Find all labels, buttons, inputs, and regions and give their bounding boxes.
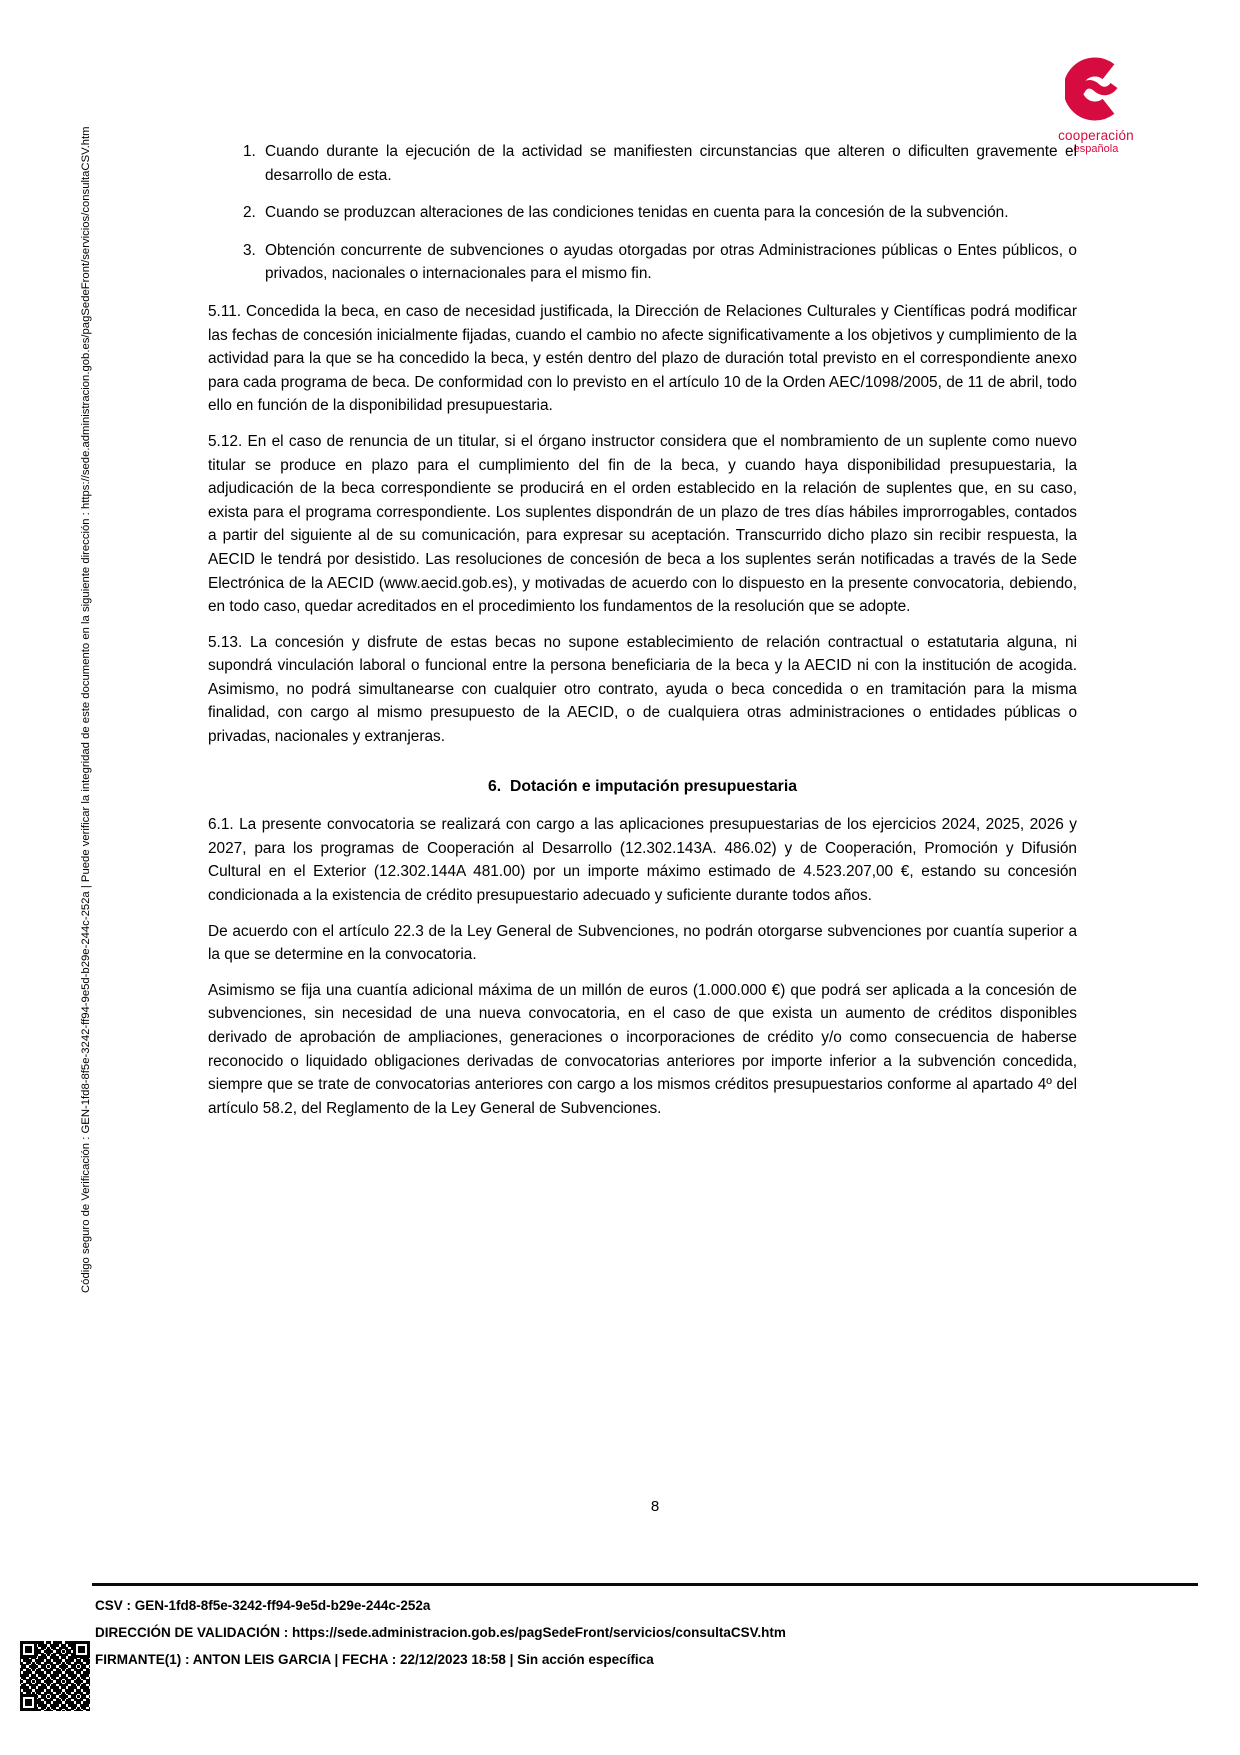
logo-word-espanola: española [1073,143,1119,155]
footer-csv: CSV : GEN-1fd8-8f5e-3242-ff94-9e5d-b29e-244c-252a [95,1598,431,1613]
paragraph-6-2: De acuerdo con el artículo 22.3 de la Ley General de Subvenciones, no podrán otorgarse subvenciones por cuantía superior a la que se determine en la convocatoria. [208,922,1077,964]
qr-finder-bottom-left [20,1694,37,1711]
list-item-text: Obtención concurrente de subvenciones o ayudas otorgadas por otras Administraciones públicas o Entes públicos, o privados, nacionales o internacionales para el mismo fin. [265,241,1077,283]
document-body [208,140,1077,1132]
paragraph-5-13: 5.13. La concesión y disfrute de estas becas no supone establecimiento de relación contractual o estatutaria alguna, ni supondrá vinculación laboral o funcional entre la persona beneficiaria de la beca y la AECID ni con la institución de acogida. Asimismo, no podrá simultanearse con cualquier otro contrato, ayuda o beca concedida o en tramitación para la misma finalidad, con cargo al mismo presupuesto de la AECID, o de cualquiera otras administraciones o entidades públicas o privadas, nacionales y extranjeras. [208,633,1077,746]
page-number: 8 [650,1498,660,1515]
list-item-number: 2. [243,204,256,222]
qr-finder-top-left [20,1641,37,1658]
list-item [208,239,1077,286]
list-item-number: 3. [243,241,256,259]
list-item-number: 1. [243,143,256,160]
footer-divider [92,1583,1198,1586]
qr-modules [20,1641,90,1711]
c-tilde-icon [1065,56,1127,126]
verification-sidebar-text: Código seguro de Verificación : GEN-1fd8-8f5e-3242-ff94-9e5d-b29e-244c-252a | Puede verificar la integridad de este documento en la siguiente dirección : https://sede.administracion.gob.es/pagSedeFront/servicios/consultaCSV.htm [80,126,92,1293]
paragraph-5-12: 5.12. En el caso de renuncia de un titular, si el órgano instructor considera que el nombramiento de un suplente como nuevo titular se produce en plazo para el cumplimiento del fin de la beca, y cuando haya disponibilidad presupuestaria, la adjudicación de la beca correspondiente se producirá en el orden establecido en la relación de suplentes que, en su caso, exista para el programa correspondiente. Los suplentes dispondrán de un plazo de tres días hábiles improrrogables, contados a partir del siguiente al de su comunicación, para expresar su aceptación. Transcurrido dicho plazo sin recibir respuesta, la AECID le tendrá por desistido. Las resoluciones de concesión de beca a los suplentes serán notificadas a través de la Sede Electrónica de la AECID (www.aecid.gob.es), y motivadas de acuerdo con lo dispuesto en la presente convocatoria, debiendo, en todo caso, quedar acreditados en el procedimiento los fundamentos de la resolución que se adopte. [208,432,1077,616]
list-item-text: Cuando se produzcan alteraciones de las condiciones tenidas en cuenta para la concesión de la subvención. [265,204,1009,222]
list-item [208,201,1077,225]
list-item [208,140,1077,187]
section-6-heading: 6. Dotación e imputación presupuestaria [488,777,797,795]
paragraph-6-3: Asimismo se fija una cuantía adicional máxima de un millón de euros (1.000.000 €) que podrá ser aplicada a la concesión de subvenciones, sin necesidad de una nueva convocatoria, en el caso de que exista un aumento de créditos disponibles derivado de aprobación de ampliaciones, generaciones o incorporaciones de crédito y/o como consecuencia de haberse reconocido o liquidado obligaciones derivadas de convocatorias anteriores por importe inferior a la subvención concedida, siempre que se trate de convocatorias anteriores con cargo a los mismos créditos presupuestarios conforme al apartado 4º del artículo 58.2, del Reglamento de la Ley General de Subvenciones. [208,981,1077,1117]
paragraph-6-1: 6.1. La presente convocatoria se realizará con cargo a las aplicaciones presupuestarias de los ejercicios 2024, 2025, 2026 y 2027, para los programas de Cooperación al Desarrollo (12.302.143A. 486.02) y de Cooperación, Promoción y Difusión Cultural en el Exterior (12.302.144A 481.00) por un importe máximo estimado de 4.523.207,00 €, estando su concesión condicionada a la existencia de crédito presupuestario adecuado y suficiente durante todos años. [208,816,1077,905]
paragraph-5-11: 5.11. Concedida la beca, en caso de necesidad justificada, la Dirección de Relaciones Culturales y Científicas podrá modificar las fechas de concesión inicialmente fijadas, cuando el cambio no afecte significativamente a los objetivos y cumplimiento de la actividad para la que se ha concedido la beca, y estén dentro del plazo de duración total previsto en el correspondiente anexo para cada programa de beca. De conformidad con lo previsto en el artículo 10 de la Orden AEC/1098/2005, de 11 de abril, todo ello en función de la disponibilidad presupuestaria. [208,302,1077,415]
footer-signer: FIRMANTE(1) : ANTON LEIS GARCIA | FECHA : 22/12/2023 18:58 | Sin acción específica [95,1652,654,1667]
footer-validation-url: DIRECCIÓN DE VALIDACIÓN : https://sede.administracion.gob.es/pagSedeFront/servicios/consultaCSV.htm [95,1625,786,1640]
qr-code-icon [16,1637,94,1715]
logo-word-cooperacion: cooperación [1058,128,1134,143]
list-item-text: Cuando durante la ejecución de la actividad se manifiesten circunstancias que alteren o dificulten gravemente el desarrollo de esta. [265,143,1077,184]
qr-finder-top-right [73,1641,90,1658]
